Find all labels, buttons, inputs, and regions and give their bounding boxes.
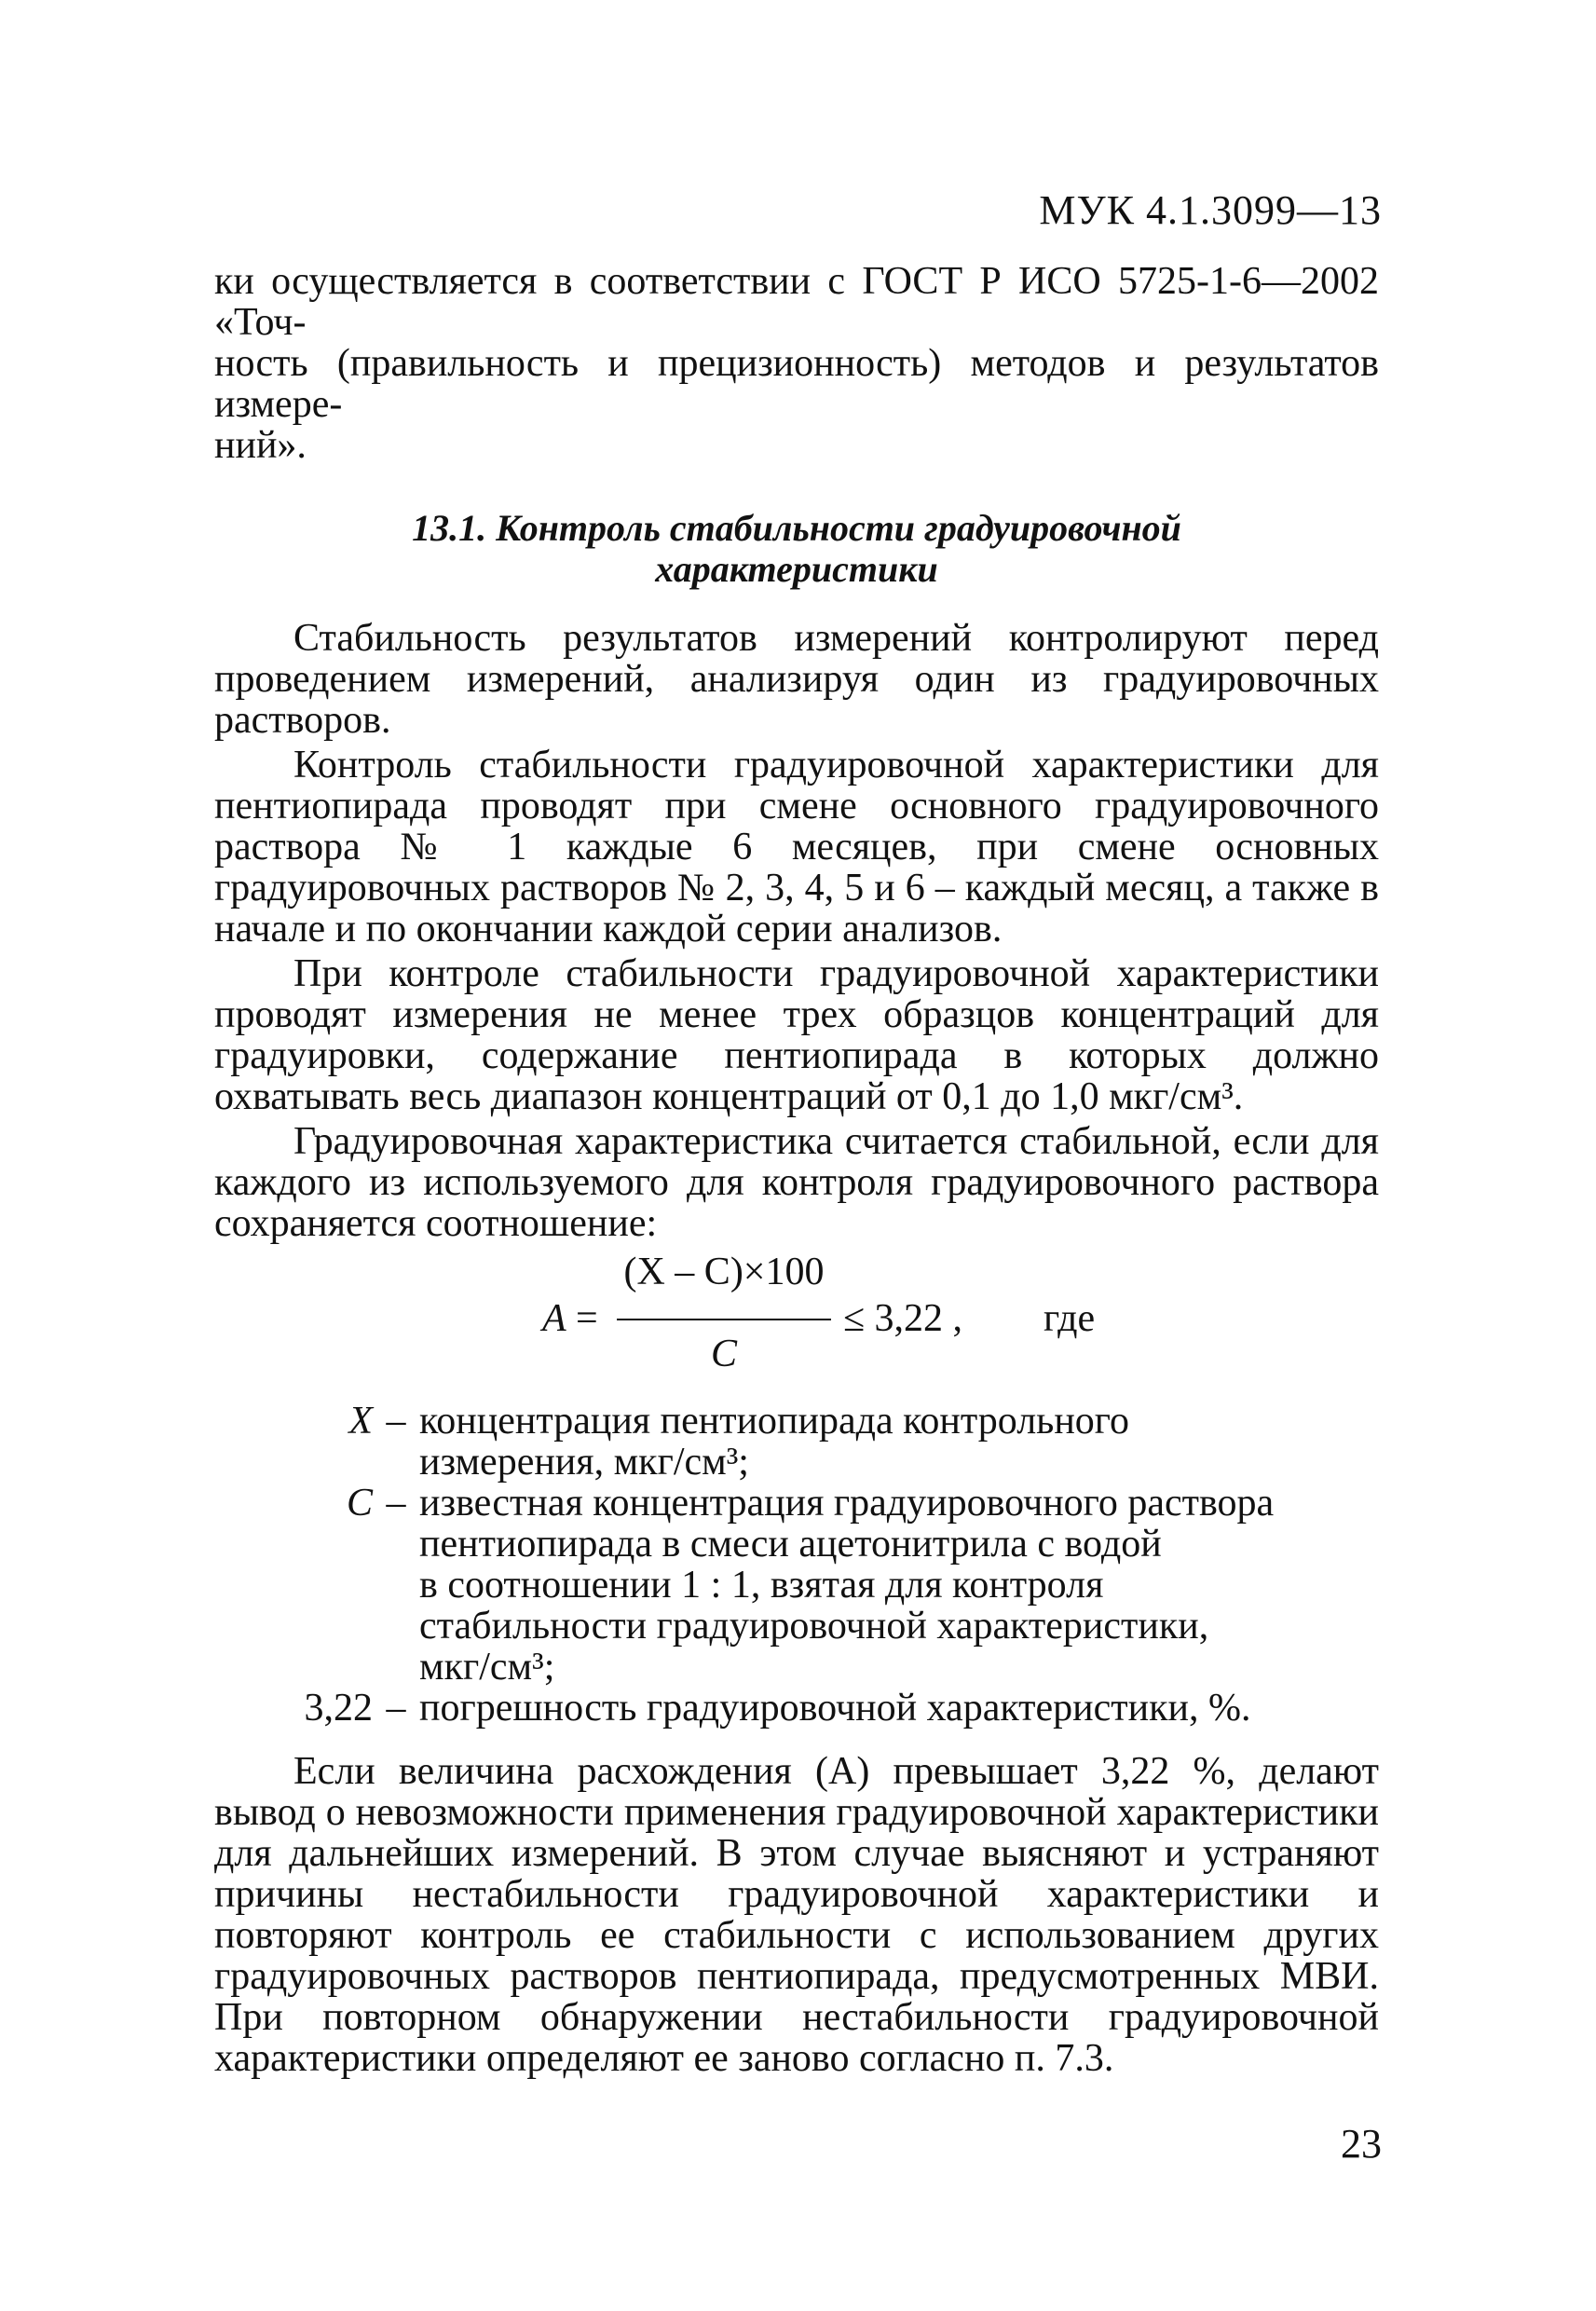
document-code: МУК 4.1.3099—13 bbox=[1039, 187, 1382, 233]
definition-line: измерения, мкг/см³; bbox=[419, 1441, 749, 1484]
definition-symbol: 3,22 bbox=[304, 1687, 373, 1730]
definition-line: стабильности градуировочной характеристики, bbox=[419, 1605, 1209, 1648]
formula-lhs: A bbox=[542, 1297, 566, 1340]
definition-line: в соотношении 1 : 1, взятая для контроля bbox=[419, 1564, 1104, 1607]
paragraph-discrepancy: Если величина расхождения (А) превышает 3,22 %, делают вывод о невозможности применения градуировочной характеристики для дальнейших измерений. В этом случае выясняют и устраняют причины нестабильности градуировочной характеристики и повторяют контроль ее стабильности с использованием других градуировочных растворов пентиопирада, предусмотренных МВИ. При повторном обнаружении нестабильности градуировочной характеристики определяют ее заново согласно п. 7.3. bbox=[214, 1750, 1379, 2080]
definition-symbol: X bbox=[348, 1400, 373, 1443]
definition-line: известная концентрация градуировочного раствора bbox=[419, 1482, 1275, 1525]
definition-line: концентрация пентиопирада контрольного bbox=[419, 1400, 1129, 1443]
definition-text bbox=[419, 1688, 1304, 1729]
page-number: 23 bbox=[1341, 2121, 1382, 2167]
definition-dash: – bbox=[386, 1687, 406, 1730]
paragraph-stability: Стабильность результатов измерений контролируют перед проведением измерений, анализируя один из градуировочных растворов. bbox=[214, 617, 1379, 742]
paragraph-control-schedule: Контроль стабильности градуировочной характеристики для пентиопирада проводят при смене основного градуировочного раствора № 1 каждые 6 месяцев, при смене основных градуировочных растворов № 2, 3, 4, 5 и 6 – каждый месяц, а также в начале и по окончании каждой серии анализов. bbox=[214, 744, 1379, 950]
definition-dash: – bbox=[386, 1482, 406, 1525]
formula-fraction-bar bbox=[617, 1319, 831, 1320]
section-title bbox=[214, 508, 1379, 590]
formula-numerator: (X – C)×100 bbox=[623, 1251, 825, 1293]
definition-item bbox=[214, 1688, 1379, 1729]
definition-line: погрешность градуировочной характеристики, %. bbox=[419, 1687, 1251, 1730]
intro-line: ность (правильность и прецизионность) методов и результатов измере- bbox=[214, 342, 1379, 426]
definition-dash: – bbox=[386, 1400, 406, 1443]
formula bbox=[214, 1251, 1379, 1391]
definition-text bbox=[419, 1401, 1304, 1483]
definition-line: мкг/см³; bbox=[419, 1646, 555, 1689]
formula-rhs: ≤ 3,22 , bbox=[843, 1297, 963, 1340]
section-title-line-1: 13.1. Контроль стабильности градуировочной bbox=[412, 507, 1181, 549]
definition-symbol: C bbox=[346, 1482, 373, 1525]
definition-item bbox=[214, 1401, 1379, 1483]
definition-text bbox=[419, 1483, 1304, 1688]
paragraph-measurements: При контроле стабильности градуировочной характеристики проводят измерения не менее трех образцов концентраций для градуировки, содержание пентиопирада в которых должно охватывать весь диапазон концентраций от 0,1 до 1,0 мкг/см³. bbox=[214, 952, 1379, 1118]
definitions-list bbox=[214, 1401, 1379, 1729]
formula-equals: = bbox=[576, 1297, 598, 1340]
formula-where: где bbox=[1044, 1297, 1096, 1340]
intro-paragraph bbox=[214, 261, 1379, 466]
page-content bbox=[214, 261, 1379, 2079]
formula-denominator: C bbox=[710, 1333, 737, 1375]
definition-line: пентиопирада в смеси ацетонитрила с водой bbox=[419, 1523, 1162, 1566]
intro-line: ки осуществляется в соответствии с ГОСТ Р ИСО 5725-1-6—2002 «Точ- bbox=[214, 260, 1379, 344]
intro-line: ний». bbox=[214, 424, 307, 467]
section-title-line-2: характеристики bbox=[655, 548, 938, 590]
definition-item bbox=[214, 1483, 1379, 1688]
paragraph-criterion: Градуировочная характеристика считается стабильной, если для каждого из используемого для контроля градуировочного раствора сохраняется соотношение: bbox=[214, 1120, 1379, 1245]
